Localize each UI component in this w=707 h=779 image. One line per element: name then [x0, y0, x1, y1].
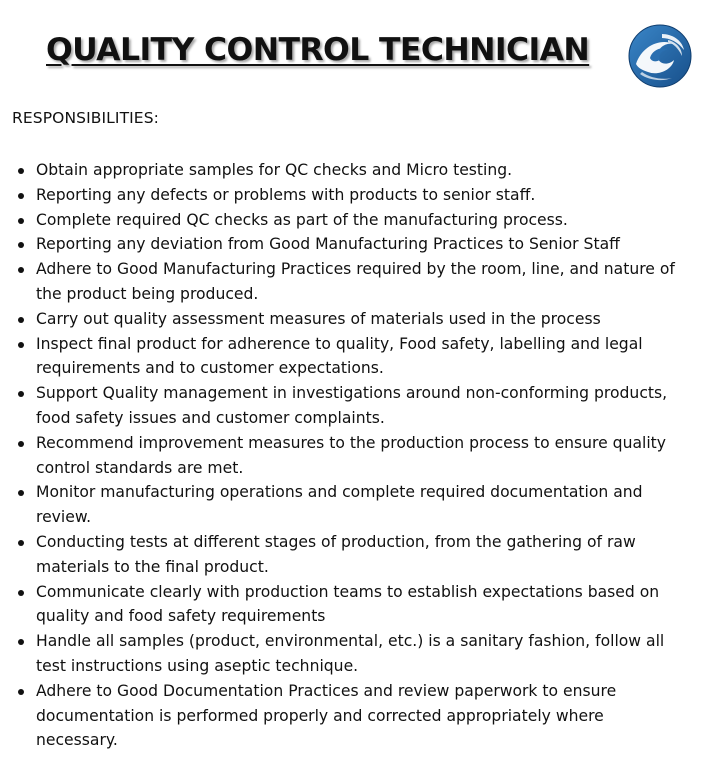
list-item: Conducting tests at different stages of production, from the gathering of raw materials to the final product. — [10, 530, 700, 580]
list-item: Adhere to Good Manufacturing Practices required by the room, line, and nature of the product being produced. — [10, 257, 700, 307]
wave-logo-icon — [628, 24, 692, 88]
responsibilities-heading: RESPONSIBILITIES: — [12, 109, 159, 127]
list-item: Recommend improvement measures to the production process to ensure quality control standards are met. — [10, 431, 700, 481]
page-header — [0, 24, 707, 94]
list-item: Carry out quality assessment measures of materials used in the process — [10, 307, 700, 332]
list-item: Reporting any defects or problems with products to senior staff. — [10, 183, 700, 208]
page-title: QUALITY CONTROL TECHNICIAN — [46, 32, 590, 68]
list-item: Obtain appropriate samples for QC checks and Micro testing. — [10, 158, 700, 183]
list-item: Complete required QC checks as part of the manufacturing process. — [10, 208, 700, 233]
list-item: Monitor manufacturing operations and complete required documentation and review. — [10, 480, 700, 530]
list-item: Adhere to Good Documentation Practices and review paperwork to ensure documentation is performed properly and corrected appropriately where necessary. — [10, 679, 700, 753]
list-item: Inspect final product for adherence to quality, Food safety, labelling and legal requirements and to customer expectations. — [10, 332, 700, 382]
list-item: Communicate clearly with production teams to establish expectations based on quality and food safety requirements — [10, 580, 700, 630]
responsibilities-list — [10, 158, 700, 753]
list-item: Reporting any deviation from Good Manufacturing Practices to Senior Staff — [10, 232, 700, 257]
list-item: Support Quality management in investigations around non-conforming products, food safety issues and customer complaints. — [10, 381, 700, 431]
list-item: Handle all samples (product, environmental, etc.) is a sanitary fashion, follow all test instructions using aseptic technique. — [10, 629, 700, 679]
